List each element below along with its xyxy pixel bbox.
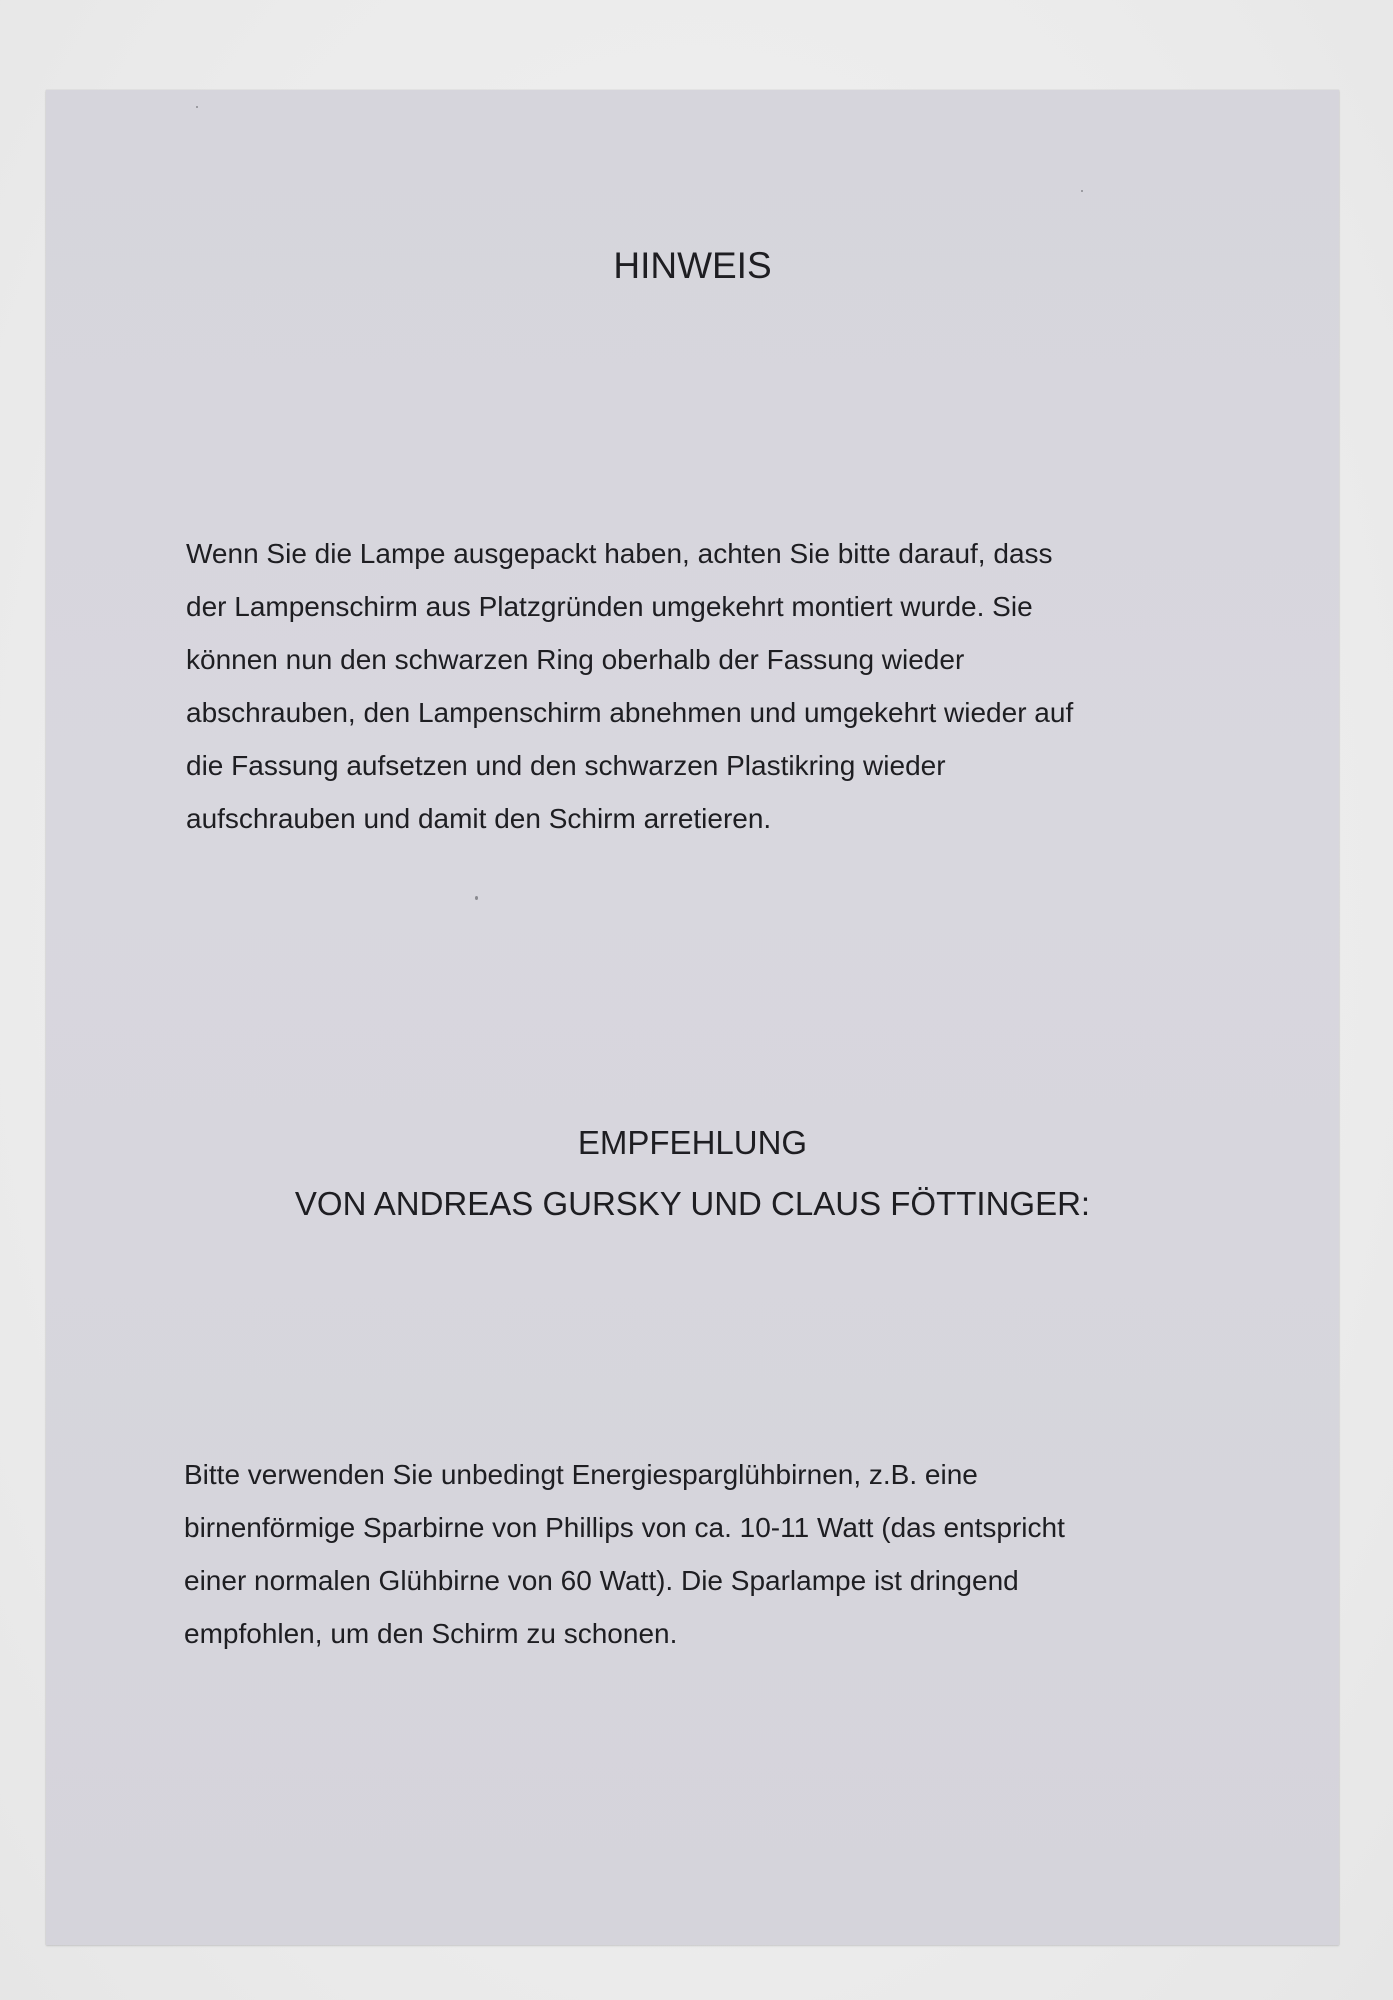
heading-empfehlung-authors: VON ANDREAS GURSKY UND CLAUS FÖTTINGER: (294, 1185, 1091, 1222)
paragraph-empfehlung (184, 1448, 1224, 1660)
text-line: aufschrauben und damit den Schirm arretieren. (186, 803, 772, 834)
text-line: einer normalen Glühbirne von 60 Watt). Die Sparlampe ist dringend (184, 1565, 1019, 1596)
paper-speck (1081, 190, 1083, 192)
text-line: können nun den schwarzen Ring oberhalb der Fassung wieder (186, 644, 965, 675)
paper-speck (475, 896, 478, 900)
paper-speck (196, 106, 198, 108)
text-line: empfohlen, um den Schirm zu schonen. (184, 1618, 678, 1649)
paper-sheet (46, 90, 1339, 1945)
text-line: die Fassung aufsetzen und den schwarzen Plastikring wieder (186, 750, 946, 781)
paragraph-hinweis (186, 527, 1226, 845)
heading-hinweis: HINWEIS (613, 245, 772, 286)
text-line: Bitte verwenden Sie unbedingt Energiesparglühbirnen, z.B. eine (184, 1459, 978, 1490)
heading-empfehlung: EMPFEHLUNG (577, 1124, 808, 1161)
text-line: Wenn Sie die Lampe ausgepackt haben, achten Sie bitte darauf, dass (186, 538, 1053, 569)
text-line: abschrauben, den Lampenschirm abnehmen und umgekehrt wieder auf (186, 697, 1074, 728)
text-line: der Lampenschirm aus Platzgründen umgekehrt montiert wurde. Sie (186, 591, 1033, 622)
text-line: birnenförmige Sparbirne von Phillips von ca. 10-11 Watt (das entspricht (184, 1512, 1065, 1543)
